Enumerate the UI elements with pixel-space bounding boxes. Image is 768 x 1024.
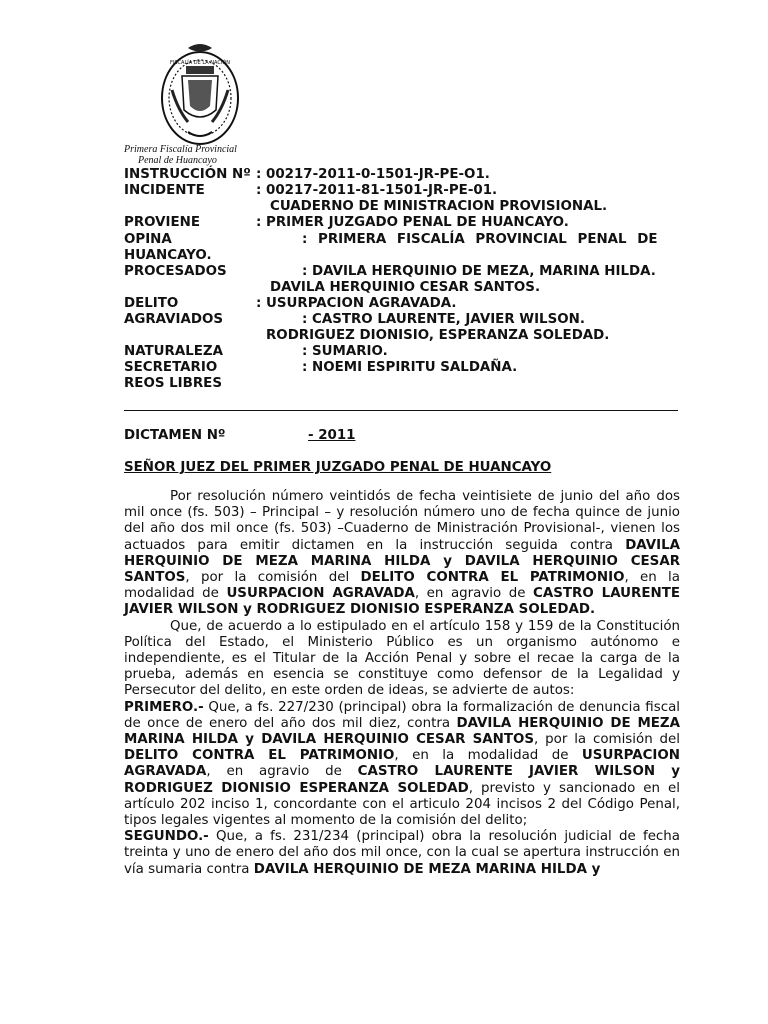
label-proviene: PROVIENE xyxy=(124,215,200,230)
value-instruccion: : 00217-2011-0-1501-JR-PE-O1. xyxy=(256,167,490,182)
fiscalia-seal-icon xyxy=(158,40,242,148)
row-opina-cont: HUANCAYO. xyxy=(124,248,212,263)
p1-crime: DELITO CONTRA EL PATRIMONIO xyxy=(360,570,625,586)
row-opina xyxy=(124,232,684,248)
dictamen-year: - 2011 xyxy=(308,428,356,443)
p3-text-5: , previsto y sancionado en el artículo 202 inciso 1, concordante con el articulo 204 incisos 2 del Código Penal, tipos legales vigentes al momento de la comisión del delito; xyxy=(124,780,680,829)
p1-accused: DAVILA HERQUINIO DE MEZA MARINA HILDA y DAVILA HERQUINIO CESAR SANTOS xyxy=(124,537,680,586)
value-procesados: : DAVILA HERQUINIO DE MEZA, MARINA HILDA. xyxy=(302,264,656,279)
row-naturaleza xyxy=(124,344,684,360)
p3-accused: DAVILA HERQUINIO DE MEZA MARINA HILDA y DAVILA HERQUINIO CESAR SANTOS xyxy=(124,715,680,748)
p3-victims: CASTRO LAURENTE JAVIER WILSON y RODRIGUEZ DIONISIO ESPERANZA SOLEDAD xyxy=(124,764,680,796)
dictamen-title xyxy=(124,428,684,444)
label-instruccion: INSTRUCCIÓN Nº xyxy=(124,167,251,182)
row-secretario xyxy=(124,360,684,376)
row-proviene xyxy=(124,215,684,231)
caption-line-1: Primera Fiscalía Provincial xyxy=(124,144,237,155)
label-naturaleza: NATURALEZA xyxy=(124,344,223,359)
addressee: SEÑOR JUEZ DEL PRIMER JUZGADO PENAL DE HUANCAYO xyxy=(124,460,552,475)
p1-text-1: Por resolución número veintidós de fecha veintisiete de junio del año dos mil once (fs. 503) – Principal – y resolución número uno de fecha quince de junio del año dos mil once (fs. 503) –Cuaderno de Ministración Provisional-, vienen los actuados para emitir dictamen en la instrucción seguida contra xyxy=(124,489,680,553)
svg-text:FISCALÍA DE LA NACIÓN: FISCALÍA DE LA NACIÓN xyxy=(170,60,230,66)
p3-text-4: , en agravio de xyxy=(206,764,358,780)
label-incidente: INCIDENTE xyxy=(124,183,205,198)
p1-modality: USURPACION AGRAVADA xyxy=(226,586,415,602)
value-opina: : PRIMERA FISCALÍA PROVINCIAL PENAL DE xyxy=(302,232,658,247)
label-procesados: PROCESADOS xyxy=(124,264,227,279)
p3-text-2: , por la comisión del xyxy=(534,732,680,748)
value-secretario: : NOEMI ESPIRITU SALDAÑA. xyxy=(302,360,518,375)
p4-accused: DAVILA HERQUINIO DE MEZA MARINA HILDA y xyxy=(253,861,601,877)
caption-line-2: Penal de Huancayo xyxy=(138,155,217,166)
row-procesados-cont: DAVILA HERQUINIO CESAR SANTOS. xyxy=(270,280,541,295)
p3-text-3: , en la modalidad de xyxy=(394,748,582,764)
value-delito: : USURPACION AGRAVADA. xyxy=(256,296,457,311)
divider xyxy=(124,410,678,411)
document-body xyxy=(124,489,680,878)
p3-modality: USURPACION AGRAVADA xyxy=(124,748,680,780)
office-caption xyxy=(124,144,264,166)
label-secretario: SECRETARIO xyxy=(124,360,218,375)
p1-text-4: , en agravio de xyxy=(414,586,534,602)
row-instruccion xyxy=(124,167,684,183)
row-delito xyxy=(124,296,684,312)
paragraph-3 xyxy=(124,700,680,830)
row-cuaderno: CUADERNO DE MINISTRACION PROVISIONAL. xyxy=(270,199,608,214)
row-procesados xyxy=(124,264,684,280)
value-agraviados: : CASTRO LAURENTE, JAVIER WILSON. xyxy=(302,312,585,327)
paragraph-4 xyxy=(124,829,680,878)
value-proviene: : PRIMER JUZGADO PENAL DE HUANCAYO. xyxy=(256,215,569,230)
label-opina: OPINA xyxy=(124,232,172,247)
paragraph-2: Que, de acuerdo a lo estipulado en el artículo 158 y 159 de la Constitución Política del Estado, el Ministerio Público es un organismo autónomo e independiente, es el Titular de la Acción Penal y sobre el recae la carga de la prueba, además en esencia se constituye como defensor de la Legalidad y Persecutor del delito, en este orden de ideas, se advierte de autos: xyxy=(124,618,680,699)
row-agraviados xyxy=(124,312,684,328)
row-incidente xyxy=(124,183,684,199)
label-agraviados: AGRAVIADOS xyxy=(124,312,223,327)
value-naturaleza: : SUMARIO. xyxy=(302,344,388,359)
p1-text-2: , por la comisión del xyxy=(185,570,361,586)
p3-text-1: Que, a fs. 227/230 (principal) obra la formalización de denuncia fiscal de once de enero del año dos mil diez, contra xyxy=(124,699,680,731)
paragraph-1 xyxy=(124,489,680,619)
value-incidente: : 00217-2011-81-1501-JR-PE-01. xyxy=(256,183,498,198)
p1-victims: CASTRO LAURENTE JAVIER WILSON y RODRIGUEZ DIONISIO ESPERANZA SOLEDAD. xyxy=(124,586,680,618)
label-delito: DELITO xyxy=(124,296,179,311)
row-reos-libres: REOS LIBRES xyxy=(124,376,222,391)
p1-text-3: , en la modalidad de xyxy=(124,570,680,602)
p4-text-1: Que, a fs. 231/234 (principal) obra la resolución judicial de fecha treinta y uno de enero del año dos mil once, con la cual se apertura instrucción en vía sumaria contra xyxy=(124,829,680,877)
row-agraviados-cont: RODRIGUEZ DIONISIO, ESPERANZA SOLEDAD. xyxy=(266,328,610,343)
p4-heading: SEGUNDO.- xyxy=(124,829,209,845)
dictamen-label: DICTAMEN Nº xyxy=(124,428,226,443)
p3-heading: PRIMERO.- xyxy=(124,699,204,715)
p3-crime: DELITO CONTRA EL PATRIMONIO xyxy=(124,748,395,764)
